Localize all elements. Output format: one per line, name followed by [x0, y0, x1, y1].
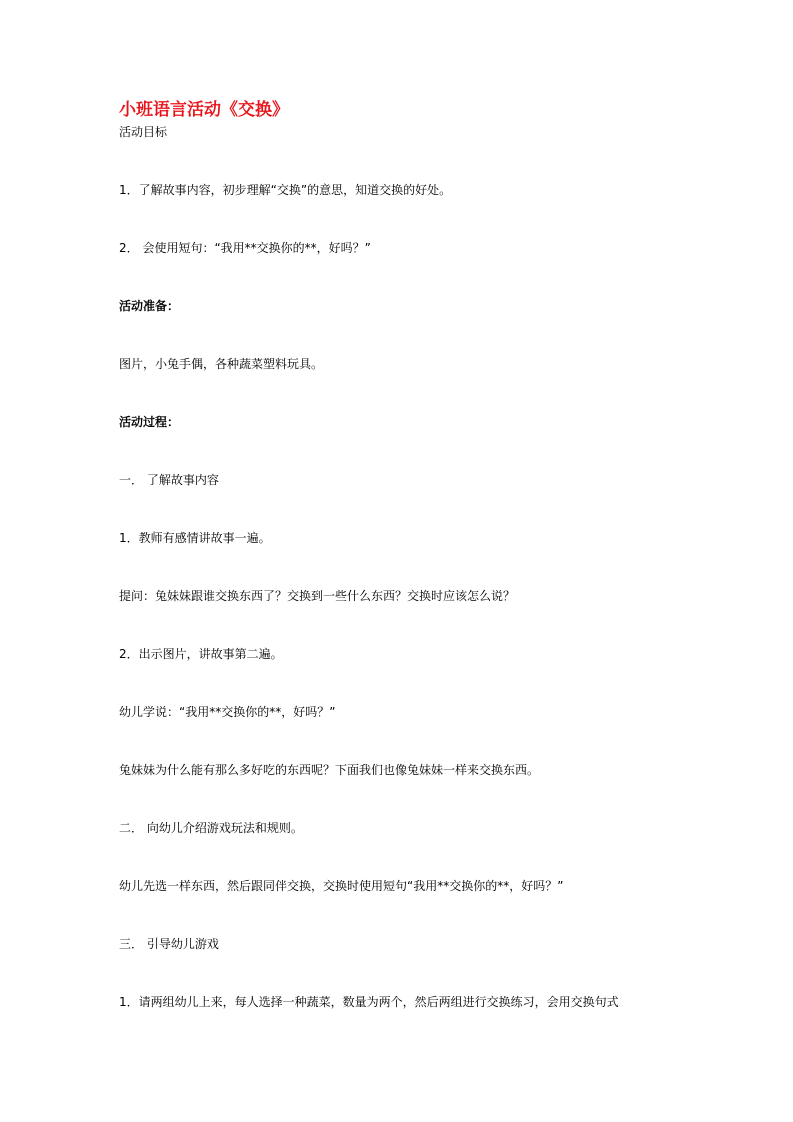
- subheading-preparation: 活动准备：: [119, 299, 180, 313]
- process-section-3: 三． 引导幼儿游戏: [119, 937, 219, 951]
- subheading-process: 活动过程：: [119, 415, 180, 429]
- process-step-1-1: 1．教师有感情讲故事一遍。: [119, 531, 271, 545]
- goal-item-1: 1．了解故事内容，初步理解“交换”的意思，知道交换的好处。: [119, 183, 452, 197]
- game-rules: 幼儿先选一样东西，然后跟同伴交换，交换时使用短句“我用**交换你的**，好吗？”: [119, 879, 564, 893]
- goal-item-2: 2． 会使用短句：“我用**交换你的**，好吗？”: [119, 241, 371, 255]
- children-repeat-sentence: 幼儿学说：“我用**交换你的**，好吗？”: [119, 705, 336, 719]
- subheading-activity-goals: 活动目标: [119, 125, 168, 139]
- process-question: 提问：兔妹妹跟谁交换东西了？交换到一些什么东西？交换时应该怎么说？: [119, 589, 516, 603]
- preparation-text: 图片，小兔手偶，各种蔬菜塑料玩具。: [119, 357, 324, 371]
- process-section-2: 二． 向幼儿介绍游戏玩法和规则。: [119, 821, 303, 835]
- process-step-3-1: 1．请两组幼儿上来，每人选择一种蔬菜，数量为两个，然后两组进行交换练习，会用交换句式: [119, 995, 619, 1009]
- document-title: 小班语言活动《交换》: [119, 100, 289, 120]
- process-step-1-2: 2．出示图片，讲故事第二遍。: [119, 647, 283, 661]
- transition-question: 兔妹妹为什么能有那么多好吃的东西呢？下面我们也像兔妹妹一样来交换东西。: [119, 763, 540, 777]
- process-section-1: 一． 了解故事内容: [119, 473, 219, 487]
